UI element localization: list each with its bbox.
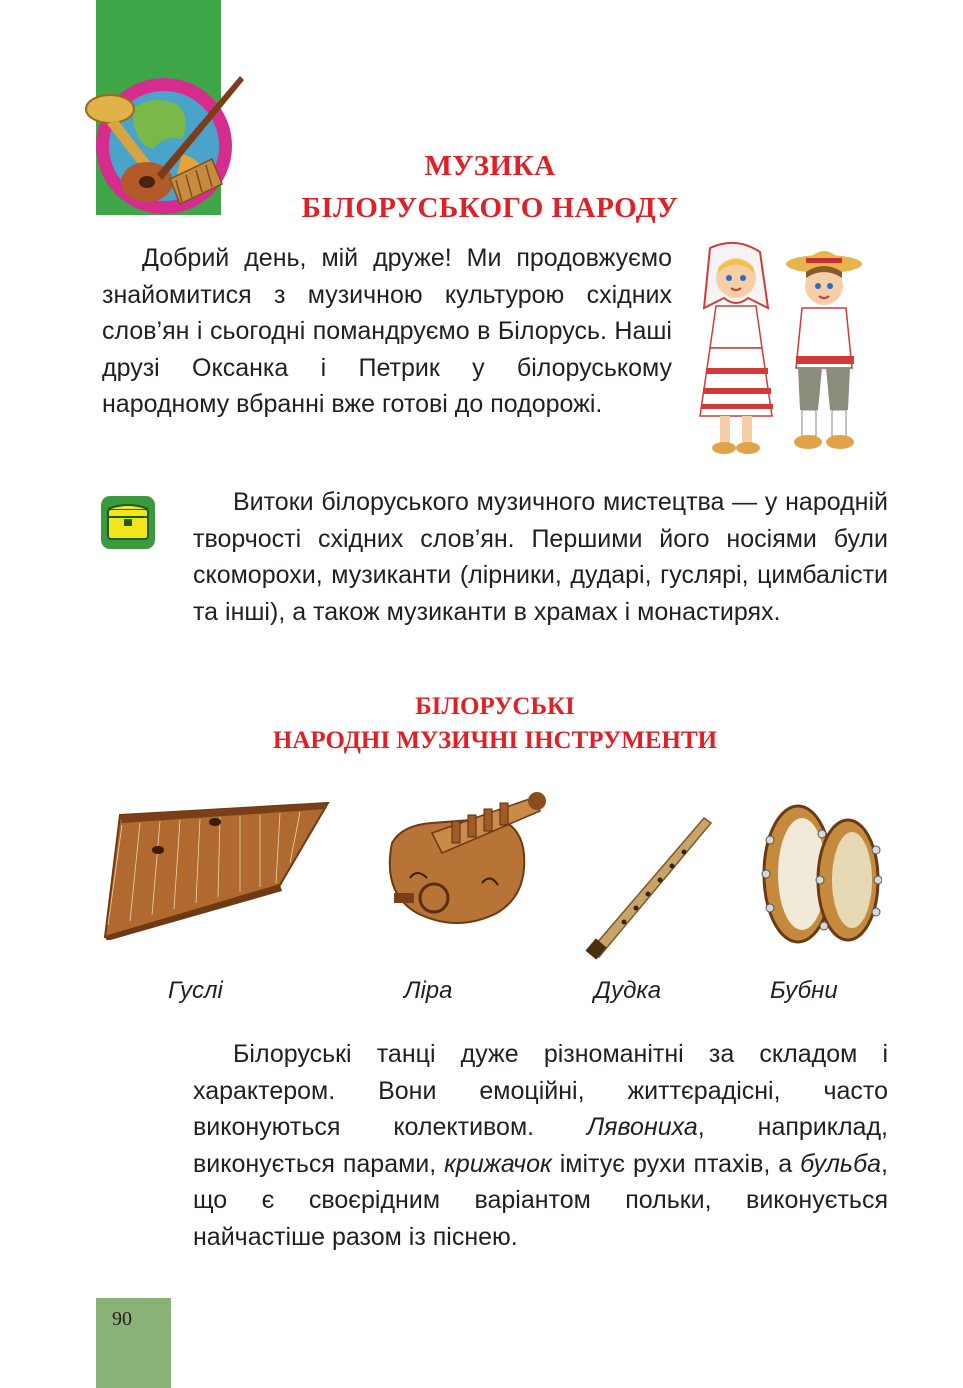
title-line-2: БІЛОРУСЬКОГО НАРОДУ [301, 192, 679, 224]
dances-text [193, 1036, 888, 1255]
treasure-chest-icon [100, 495, 156, 550]
dance-kryzhachok: крижачок [444, 1149, 552, 1178]
lyra-image [372, 773, 550, 941]
dances-text-part-3: імітує рухи птахів, а [551, 1149, 801, 1178]
dances-paragraph [193, 1036, 888, 1255]
origins-text: Витоки білоруського музичного мистецтва — у народній творчості східних слов’ян. Першими його носіями були скоморохи, музиканти (лірники, дударі, гуслярі, цимбалісти та інші), а також музиканти в храмах і монастирях. [193, 488, 888, 626]
page-number: 90 [112, 1308, 132, 1330]
caption-dudka: Дудка [594, 977, 662, 1004]
intro-paragraph [102, 240, 672, 423]
gusli-image [100, 775, 330, 940]
instruments-heading-line-2: НАРОДНІ МУЗИЧНІ ІНСТРУМЕНТИ [272, 727, 718, 754]
dudka-image [584, 812, 714, 962]
title-line-1: МУЗИКА [424, 150, 556, 182]
origins-paragraph [193, 484, 888, 630]
dances-text-part-2: , наприклад, виконується парами, [193, 1113, 888, 1178]
caption-lyra: Ліра [404, 977, 453, 1004]
bubny-image [760, 800, 882, 948]
dance-lyavonikha: Лявониха [587, 1113, 698, 1141]
caption-gusli: Гуслі [168, 977, 223, 1004]
music-instruments-emblem [72, 64, 248, 220]
dances-text-part-4: , що є своєрідним варіантом польки, виконується найчастіше разом із піснею. [193, 1149, 888, 1251]
page-number-block [96, 1298, 171, 1388]
intro-text: Добрий день, мій друже! Ми продовжуємо знайомитися з музичною культурою східних слов’ян і сьогодні помандруємо в Білорусь. Наші друзі Оксанка і Петрик у білоруському народному вбранні вже готові до подорожі. [102, 244, 672, 418]
children-in-folk-costume-illustration [688, 238, 868, 460]
instruments-heading-line-1: БІЛОРУСЬКІ [415, 693, 575, 720]
instruments-heading [180, 690, 810, 758]
dance-bulba: бульба [800, 1149, 882, 1178]
page-title [260, 145, 720, 229]
caption-bubny: Бубни [770, 977, 838, 1004]
dances-text-part-1: Білоруські танці дуже різноманітні за складом і характером. Вони емоційні, життєрадісні, часто виконуються колективом. [193, 1040, 888, 1141]
